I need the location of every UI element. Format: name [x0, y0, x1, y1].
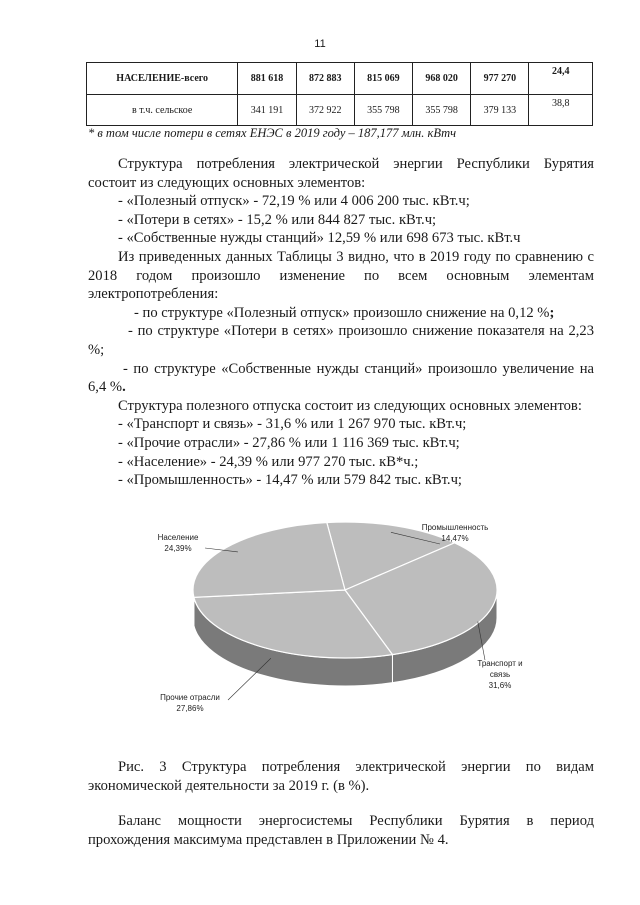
table-cell: 379 133 [471, 95, 529, 126]
slice-label-pct: 14,47% [441, 534, 469, 543]
table-cell: 815 069 [354, 63, 412, 95]
data-table [86, 62, 593, 126]
bullet-item [88, 304, 594, 323]
slice-label-name [477, 659, 522, 668]
table-cell: 38,8 [529, 95, 593, 126]
pie-chart [150, 510, 540, 725]
slice-label-pct: 27,86% [176, 704, 204, 713]
closing-paragraph: Баланс мощности энергосистемы Республики Бурятия в период прохождения максимума представлен в Приложении № 4. [88, 813, 594, 848]
table-cell: 355 798 [413, 95, 471, 126]
paragraph: Из приведенных данных Таблицы 3 видно, что в 2019 году по сравнению с 2018 годом произошло изменение по всем основным элементам электропотребления: [88, 248, 594, 303]
figure-caption: Рис. 3 Структура потребления электрической энергии по видам экономической деятельности за 2019 г. (в %). [88, 759, 594, 794]
slice-label-name: Прочие отрасли [160, 693, 220, 702]
slice-label-name: Промышленность [421, 523, 489, 532]
pie-slice [193, 522, 345, 597]
bullet-item: - «Транспорт и связь» - 31,6 % или 1 267 970 тыс. кВт.ч; [118, 416, 467, 433]
table-cell: 881 618 [238, 63, 296, 95]
table-cell: 355 798 [354, 95, 412, 126]
slice-label-pct: 24,39% [164, 544, 192, 553]
bullet-item: - «Полезный отпуск» - 72,19 % или 4 006 200 тыс. кВт.ч; [118, 193, 470, 210]
table-row [87, 95, 593, 126]
footnote: * в том числе потери в сетях ЕНЭС в 2019 году – 187,177 млн. кВтч [88, 126, 457, 140]
table-cell: НАСЕЛЕНИЕ-всего [87, 63, 238, 95]
paragraph: Структура полезного отпуска состоит из следующих основных элементов: [118, 397, 582, 414]
table-cell: 968 020 [413, 63, 471, 95]
table-row [87, 63, 593, 95]
bullet-item: - по структуре «Потери в сетях» произошло снижение показателя на 2,23 %; [88, 323, 594, 358]
table-cell: 341 191 [238, 95, 296, 126]
slice-label-name: Население [157, 533, 199, 542]
bullet-item: - «Прочие отрасли» - 27,86 % или 1 116 369 тыс. кВт.ч; [118, 434, 460, 451]
bullet-item: - «Промышленность» - 14,47 % или 579 842 тыс. кВт.ч; [118, 472, 462, 489]
bullet-end: . [122, 379, 126, 396]
bullet-item [88, 360, 594, 397]
table-cell: в т.ч. сельское [87, 95, 238, 126]
paragraph: Структура потребления электрической энергии Республики Бурятия состоит из следующих основных элементов: [88, 156, 594, 191]
bullet-item: - «Население» - 24,39 % или 977 270 тыс. кВ*ч.; [118, 453, 419, 470]
bullet-item: - «Собственные нужды станций» 12,59 % или 698 673 тыс. кВт.ч [118, 230, 521, 247]
pie-chart-svg [150, 510, 540, 725]
bullet-text: - по структуре «Полезный отпуск» произошло снижение на 0,12 % [134, 304, 550, 321]
slice-label-line: Транспорт и [477, 659, 523, 668]
slice-label-line: связь [489, 670, 511, 679]
bullet-end: ; [549, 304, 555, 321]
table-cell: 977 270 [471, 63, 529, 95]
table-cell: 872 883 [296, 63, 354, 95]
bullet-item: - «Потери в сетях» - 15,2 % или 844 827 тыс. кВт.ч; [118, 211, 437, 228]
table-cell: 24,4 [529, 63, 593, 95]
body-text [88, 155, 594, 490]
slice-label-pct: 31,6% [488, 681, 512, 690]
page-number: 11 [314, 38, 326, 50]
bullet-text: - по структуре «Собственные нужды станций» произошло увеличение на 6,4 % [88, 360, 594, 396]
table-cell: 372 922 [296, 95, 354, 126]
